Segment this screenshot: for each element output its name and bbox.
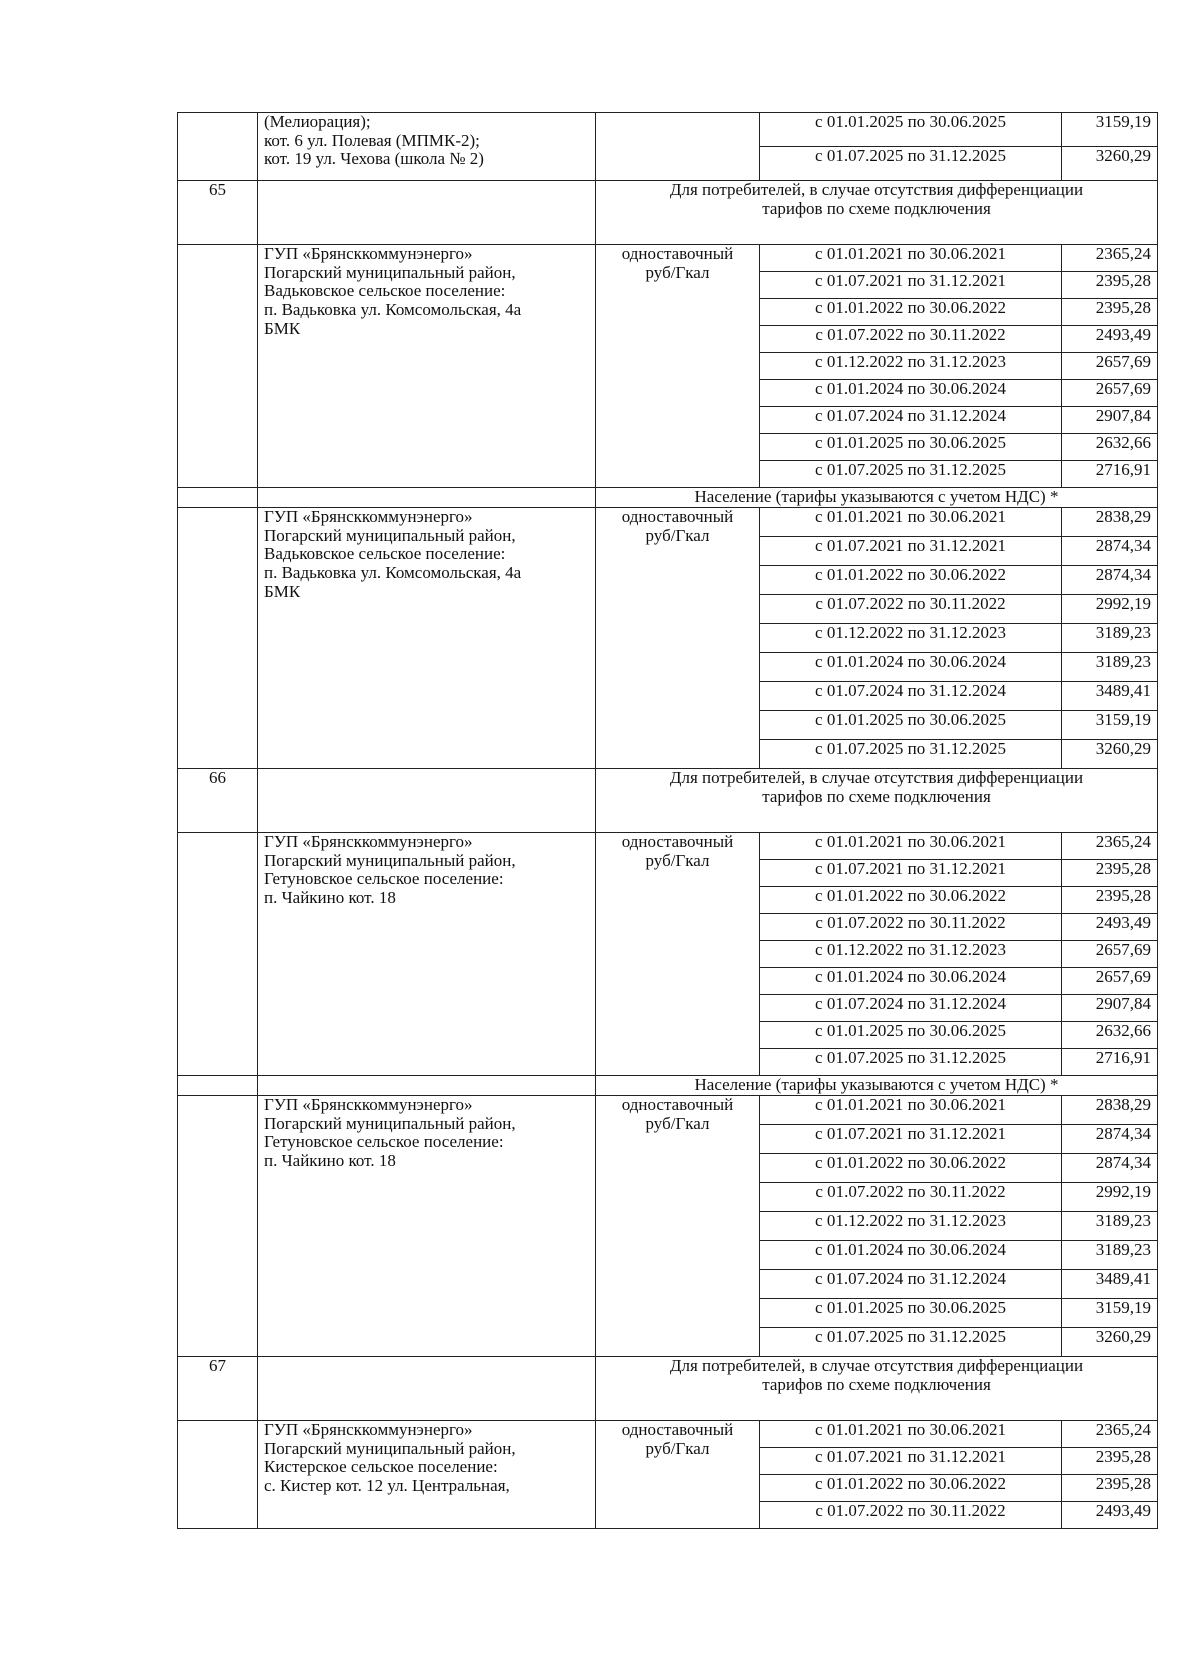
tariff-value-cell: 3189,23: [1062, 1212, 1158, 1241]
row-number: 67: [178, 1357, 258, 1421]
tariff-value-cell: 3260,29: [1062, 147, 1158, 181]
tariff-value-cell: 3189,23: [1062, 653, 1158, 682]
period-cell: с 01.07.2021 по 31.12.2021: [760, 537, 1062, 566]
unit-cell: одноставочный руб/Гкал: [596, 833, 760, 1076]
period-cell: с 01.01.2025 по 30.06.2025: [760, 1299, 1062, 1328]
table-row: [178, 1421, 1158, 1448]
population-category-header: Население (тарифы указываются с учетом НДС) *: [596, 488, 1158, 508]
period-cell: с 01.01.2021 по 30.06.2021: [760, 508, 1062, 537]
period-cell: с 01.07.2022 по 30.11.2022: [760, 326, 1062, 353]
population-category-header: Население (тарифы указываются с учетом НДС) *: [596, 1076, 1158, 1096]
period-cell: с 01.12.2022 по 31.12.2023: [760, 353, 1062, 380]
period-cell: с 01.01.2025 по 30.06.2025: [760, 711, 1062, 740]
unit-cell: одноставочный руб/Гкал: [596, 508, 760, 769]
period-cell: с 01.12.2022 по 31.12.2023: [760, 624, 1062, 653]
period-cell: с 01.01.2022 по 30.06.2022: [760, 887, 1062, 914]
tariff-value-cell: 2632,66: [1062, 434, 1158, 461]
table-row: [178, 508, 1158, 537]
section-header-row: [178, 1357, 1158, 1421]
tariff-value-cell: 2395,28: [1062, 299, 1158, 326]
organization-cell: ГУП «Брянсккоммунэнерго» Погарский муниципальный район, Гетуновское сельское поселение: п. Чайкино кот. 18: [258, 1096, 596, 1357]
consumer-category-header: Для потребителей, в случае отсутствия дифференциации тарифов по схеме подключения: [596, 1357, 1158, 1421]
tariff-value-cell: 2365,24: [1062, 833, 1158, 860]
tariff-value-cell: 2874,34: [1062, 1125, 1158, 1154]
period-cell: с 01.12.2022 по 31.12.2023: [760, 941, 1062, 968]
period-cell: с 01.07.2024 по 31.12.2024: [760, 1270, 1062, 1299]
period-cell: с 01.01.2022 по 30.06.2022: [760, 299, 1062, 326]
period-cell: с 01.07.2024 по 31.12.2024: [760, 682, 1062, 711]
section-header-row: [178, 769, 1158, 833]
period-cell: с 01.12.2022 по 31.12.2023: [760, 1212, 1062, 1241]
period-cell: с 01.01.2024 по 30.06.2024: [760, 1241, 1062, 1270]
tariff-value-cell: 2395,28: [1062, 1475, 1158, 1502]
period-cell: с 01.07.2022 по 30.11.2022: [760, 1183, 1062, 1212]
period-cell: с 01.07.2025 по 31.12.2025: [760, 461, 1062, 488]
tariff-value-cell: 2716,91: [1062, 1049, 1158, 1076]
period-cell: с 01.07.2022 по 30.11.2022: [760, 595, 1062, 624]
period-cell: с 01.07.2025 по 31.12.2025: [760, 740, 1062, 769]
tariff-table: [177, 112, 1158, 1529]
population-header-row: [178, 488, 1158, 508]
tariff-value-cell: 2493,49: [1062, 914, 1158, 941]
unit-cell: [596, 113, 760, 181]
tariff-value-cell: 2992,19: [1062, 1183, 1158, 1212]
tariff-value-cell: 2657,69: [1062, 353, 1158, 380]
period-cell: с 01.01.2024 по 30.06.2024: [760, 968, 1062, 995]
tariff-value-cell: 2395,28: [1062, 272, 1158, 299]
period-cell: с 01.07.2022 по 30.11.2022: [760, 1502, 1062, 1529]
section-header-row: [178, 181, 1158, 245]
period-cell: с 01.01.2021 по 30.06.2021: [760, 833, 1062, 860]
period-cell: с 01.01.2022 по 30.06.2022: [760, 1475, 1062, 1502]
tariff-value-cell: 2838,29: [1062, 1096, 1158, 1125]
tariff-value-cell: 2395,28: [1062, 1448, 1158, 1475]
period-cell: с 01.07.2021 по 31.12.2021: [760, 1448, 1062, 1475]
unit-cell: одноставочный руб/Гкал: [596, 1421, 760, 1529]
tariff-value-cell: 2838,29: [1062, 508, 1158, 537]
tariff-value-cell: 3260,29: [1062, 740, 1158, 769]
tariff-value-cell: 2365,24: [1062, 245, 1158, 272]
table-row: [178, 833, 1158, 860]
period-cell: с 01.01.2022 по 30.06.2022: [760, 566, 1062, 595]
tariff-value-cell: 2493,49: [1062, 1502, 1158, 1529]
tariff-value-cell: 2395,28: [1062, 887, 1158, 914]
period-cell: с 01.01.2021 по 30.06.2021: [760, 245, 1062, 272]
unit-cell: одноставочный руб/Гкал: [596, 1096, 760, 1357]
tariff-value-cell: 2365,24: [1062, 1421, 1158, 1448]
row-number: 66: [178, 769, 258, 833]
period-cell: с 01.01.2024 по 30.06.2024: [760, 380, 1062, 407]
tariff-value-cell: 2716,91: [1062, 461, 1158, 488]
tariff-value-cell: 2493,49: [1062, 326, 1158, 353]
period-cell: с 01.07.2024 по 31.12.2024: [760, 995, 1062, 1022]
organization-cell: ГУП «Брянсккоммунэнерго» Погарский муниципальный район, Вадьковское сельское поселение: п. Вадьковка ул. Комсомольская, 4а БМК: [258, 508, 596, 769]
period-cell: с 01.01.2024 по 30.06.2024: [760, 653, 1062, 682]
row-number-cell: [178, 113, 258, 181]
tariff-value-cell: 2907,84: [1062, 995, 1158, 1022]
tariff-value-cell: 2874,34: [1062, 537, 1158, 566]
organization-cell: ГУП «Брянсккоммунэнерго» Погарский муниципальный район, Вадьковское сельское поселение: п. Вадьковка ул. Комсомольская, 4а БМК: [258, 245, 596, 488]
tariff-value-cell: 2657,69: [1062, 380, 1158, 407]
tariff-value-cell: 2657,69: [1062, 941, 1158, 968]
organization-cell: ГУП «Брянсккоммунэнерго» Погарский муниципальный район, Гетуновское сельское поселение: п. Чайкино кот. 18: [258, 833, 596, 1076]
period-cell: с 01.07.2021 по 31.12.2021: [760, 1125, 1062, 1154]
tariff-value-cell: 2657,69: [1062, 968, 1158, 995]
period-cell: с 01.07.2021 по 31.12.2021: [760, 860, 1062, 887]
tariff-value-cell: 3489,41: [1062, 1270, 1158, 1299]
organization-cell: (Мелиорация); кот. 6 ул. Полевая (МПМК-2); кот. 19 ул. Чехова (школа № 2): [258, 113, 596, 181]
tariff-value-cell: 3189,23: [1062, 624, 1158, 653]
tariff-value-cell: 3159,19: [1062, 1299, 1158, 1328]
tariff-value-cell: 2907,84: [1062, 407, 1158, 434]
period-cell: с 01.01.2025 по 30.06.2025: [760, 113, 1062, 147]
tariff-value-cell: 2632,66: [1062, 1022, 1158, 1049]
period-cell: с 01.01.2021 по 30.06.2021: [760, 1096, 1062, 1125]
period-cell: с 01.07.2022 по 30.11.2022: [760, 914, 1062, 941]
table-row: [178, 245, 1158, 272]
row-number: 65: [178, 181, 258, 245]
tariff-value-cell: 3159,19: [1062, 711, 1158, 740]
consumer-category-header: Для потребителей, в случае отсутствия дифференциации тарифов по схеме подключения: [596, 181, 1158, 245]
tariff-value-cell: 2874,34: [1062, 1154, 1158, 1183]
population-header-row: [178, 1076, 1158, 1096]
period-cell: с 01.01.2025 по 30.06.2025: [760, 434, 1062, 461]
tariff-value-cell: 2874,34: [1062, 566, 1158, 595]
period-cell: с 01.07.2024 по 31.12.2024: [760, 407, 1062, 434]
period-cell: с 01.07.2025 по 31.12.2025: [760, 1328, 1062, 1357]
tariff-value-cell: 3260,29: [1062, 1328, 1158, 1357]
tariff-value-cell: 2395,28: [1062, 860, 1158, 887]
table-row: [178, 1096, 1158, 1125]
period-cell: с 01.07.2021 по 31.12.2021: [760, 272, 1062, 299]
period-cell: с 01.01.2022 по 30.06.2022: [760, 1154, 1062, 1183]
tariff-value-cell: 3189,23: [1062, 1241, 1158, 1270]
period-cell: с 01.07.2025 по 31.12.2025: [760, 147, 1062, 181]
tariff-value-cell: 2992,19: [1062, 595, 1158, 624]
period-cell: с 01.07.2025 по 31.12.2025: [760, 1049, 1062, 1076]
period-cell: с 01.01.2021 по 30.06.2021: [760, 1421, 1062, 1448]
period-cell: с 01.01.2025 по 30.06.2025: [760, 1022, 1062, 1049]
consumer-category-header: Для потребителей, в случае отсутствия дифференциации тарифов по схеме подключения: [596, 769, 1158, 833]
organization-cell: ГУП «Брянсккоммунэнерго» Погарский муниципальный район, Кистерское сельское поселение: с. Кистер кот. 12 ул. Центральная,: [258, 1421, 596, 1529]
tariff-value-cell: 3159,19: [1062, 113, 1158, 147]
table-row: [178, 113, 1158, 147]
unit-cell: одноставочный руб/Гкал: [596, 245, 760, 488]
tariff-value-cell: 3489,41: [1062, 682, 1158, 711]
